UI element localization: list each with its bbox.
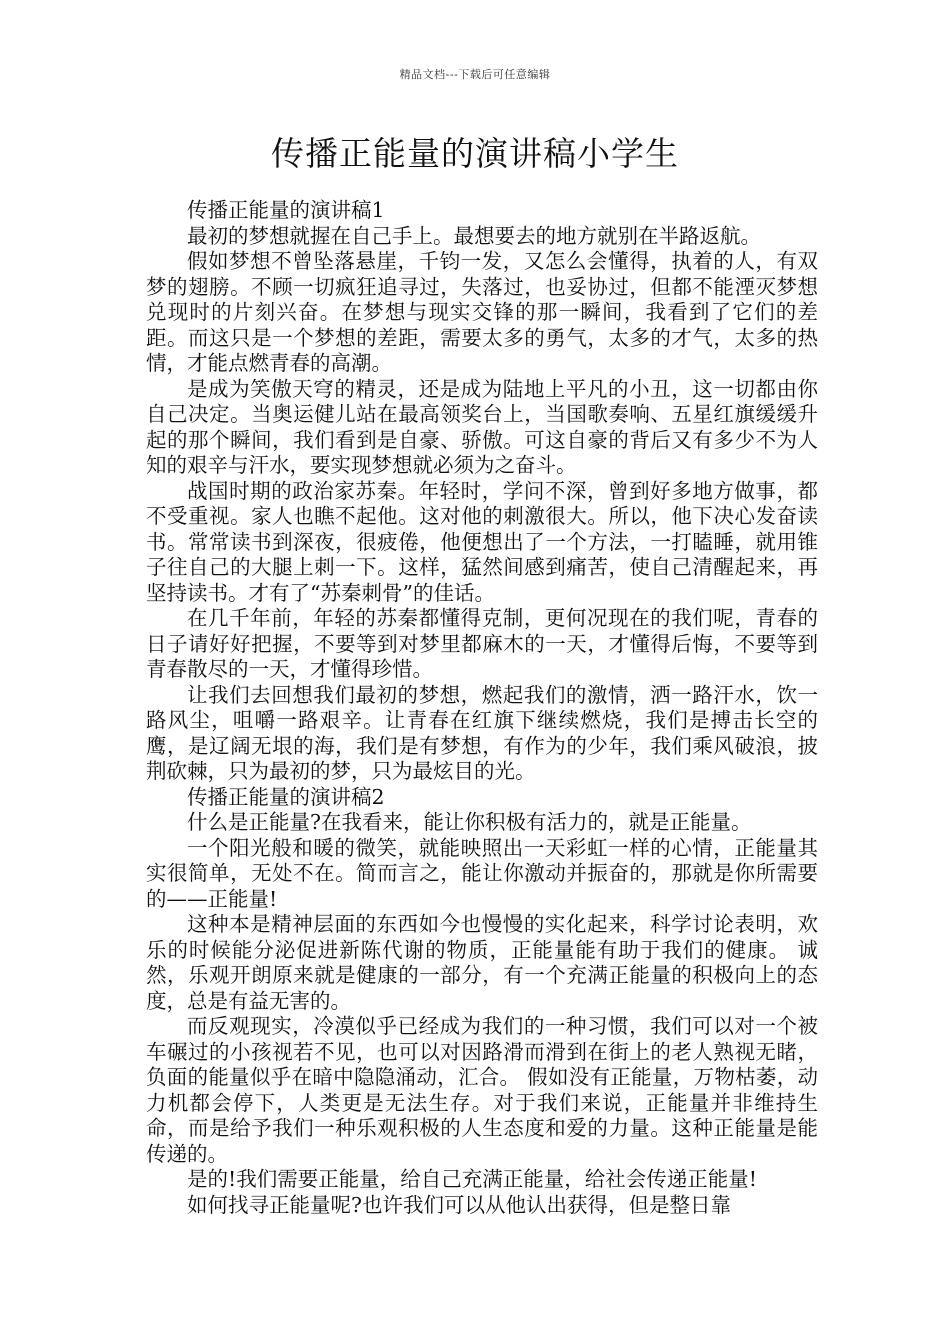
paragraph: 是成为笑傲天穹的精灵，还是成为陆地上平凡的小丑，这一切都由你自己决定。当奥运健儿站在最高领奖台上，当国歌奏响、五星红旗缓缓升起的那个瞬间，我们看到是自豪、骄傲。可这自豪的背后又有多少不为人知的艰辛与汗水，要实现梦想就必须为之奋斗。 bbox=[146, 376, 818, 477]
paragraph: 让我们去回想我们最初的梦想，燃起我们的激情，洒一路汗水，饮一路风尘，咀嚼一路艰辛。让青春在红旗下继续燃烧，我们是搏击长空的鹰，是辽阔无垠的海，我们是有梦想，有作为的少年，我们乘风破浪，披荆砍棘，只为最初的梦，只为最炫目的光。 bbox=[146, 682, 818, 783]
document-title: 传播正能量的演讲稿小学生 bbox=[271, 134, 679, 173]
paragraph-section-heading-1: 传播正能量的演讲稿1 bbox=[187, 198, 385, 222]
paragraph: 是的!我们需要正能量，给自己充满正能量，给社会传递正能量! bbox=[187, 1167, 757, 1191]
paragraph: 最初的梦想就握在自己手上。最想要去的地方就别在半路返航。 bbox=[187, 223, 761, 248]
header-note: 精品文档---下载后可任意编辑 bbox=[399, 68, 551, 81]
paragraph: 战国时期的政治家苏秦。年轻时，学问不深，曾到好多地方做事，都不受重视。家人也瞧不起他。这对他的刺激很大。所以，他下决心发奋读书。常常读书到深夜，很疲倦，他便想出了一个方法，一打瞌睡，就用锥子往自己的大腿上刺一下。这样，猛然间感到痛苦，使自己清醒起来，再坚持读书。才有了“苏秦刺骨”的佳话。 bbox=[146, 478, 818, 605]
paragraph: 假如梦想不曾坠落悬崖，千钧一发，又怎么会懂得，执着的人，有双梦的翅膀。不顾一切疯狂追寻过，失落过，也妥协过，但都不能湮灭梦想兑现时的片刻兴奋。在梦想与现实交锋的那一瞬间，我看到了它们的差距。而这只是一个梦想的差距，需要太多的勇气，太多的才气，太多的热情，才能点燃青春的高潮。 bbox=[146, 249, 818, 375]
paragraph: 如何找寻正能量呢?也许我们可以从他认出获得，但是整日靠 bbox=[187, 1192, 731, 1217]
paragraph: 在几千年前，年轻的苏秦都懂得克制，更何况现在的我们呢，青春的日子请好好把握，不要等到对梦里都麻木的一天，才懂得后悔，不要等到青春散尽的一天，才懂得珍惜。 bbox=[146, 606, 818, 681]
paragraph: 一个阳光般和暖的微笑，就能映照出一天彩虹一样的心情，正能量其实很简单，无处不在。简而言之，能让你激动并振奋的，那就是你所需要的——正能量! bbox=[146, 835, 818, 911]
paragraph: 而反观现实，冷漠似乎已经成为我们的一种习惯，我们可以对一个被车碾过的小孩视若不见，也可以对因路滑而滑到在街上的老人熟视无睹，负面的能量似乎在暗中隐隐涌动，汇合。 假如没有正能量，万物枯萎，动力机都会停下，人类更是无法生存。对于我们来说，正能量并非维持生命，而是给予我们一种乐观积极的人生态度和爱的力量。这种正能量是能传递的。 bbox=[146, 1014, 818, 1166]
document-body bbox=[146, 198, 818, 1218]
paragraph: 什么是正能量?在我看来，能让你积极有活力的，就是正能量。 bbox=[187, 810, 752, 834]
paragraph: 这种本是精神层面的东西如今也慢慢的实化起来，科学讨论表明，欢乐的时候能分泌促进新陈代谢的物质，正能量能有助于我们的健康。 诚然，乐观开朗原来就是健康的一部分，有一个充满正能量的积极向上的态度，总是有益无害的。 bbox=[146, 912, 818, 1013]
paragraph-section-heading-2: 传播正能量的演讲稿2 bbox=[187, 784, 385, 809]
